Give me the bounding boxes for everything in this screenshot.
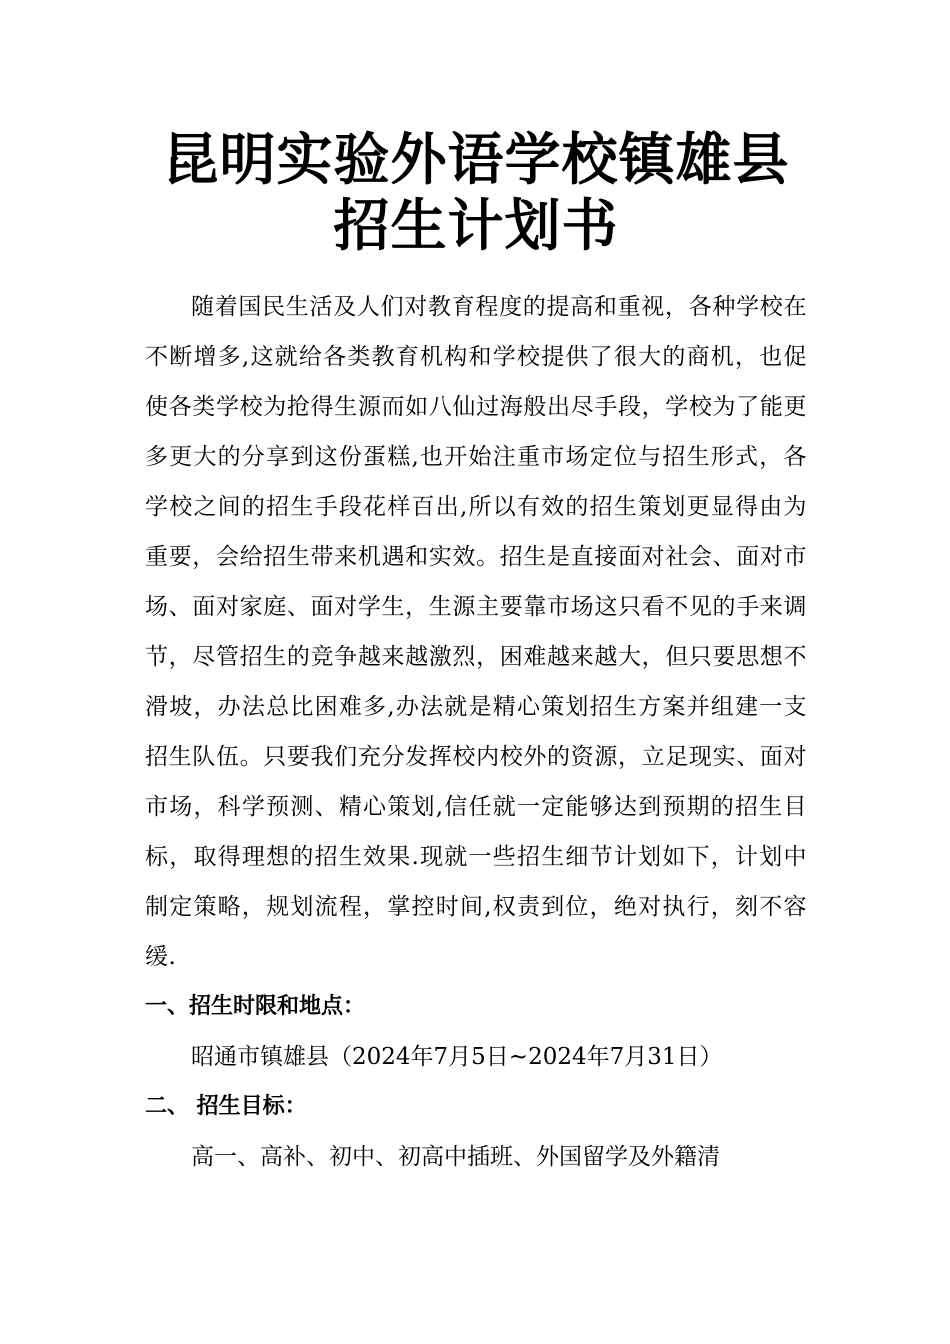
title-line-1: 昆明实验外语学校镇雄县 [162, 128, 790, 193]
document-page [145, 128, 807, 1182]
section-1-heading: 一、招生时限和地点： [145, 994, 366, 1019]
intro-paragraph: 随着国民生活及人们对教育程度的提高和重视，各种学校在不断增多,这就给各类教育机构和学校提供了很大的商机，也促使各类学校为抢得生源而如八仙过海般出尽手段，学校为了能更多更大的分享到这份蛋糕,也开始注重市场定位与招生形式，各学校之间的招生手段花样百出,所以有效的招生策划更显得由为重要，会给招生带来机遇和实效。招生是直接面对社会、面对市场、面对家庭、面对学生，生源主要靠市场这只看不见的手来调节，尽管招生的竞争越来越激烈，困难越来越大，但只要思想不滑坡，办法总比困难多,办法就是精心策划招生方案并组建一支招生队伍。只要我们充分发挥校内校外的资源，立足现实、面对市场，科学预测、精心策划,信任就一定能够达到预期的招生目标，取得理想的招生效果.现就一些招生细节计划如下，计划中制定策略，规划流程，掌控时间,权责到位，绝对执行，刻不容缓. [145, 294, 807, 970]
section-2-heading: 二、 招生目标： [145, 1094, 307, 1119]
document-title [145, 128, 807, 260]
section-1-text: 昭通市镇雄县（2024年7月5日~2024年7月31日） [191, 1044, 723, 1070]
title-line-2: 招生计划书 [333, 194, 619, 259]
section-2-text: 高一、高补、初中、初高中插班、外国留学及外籍清 [191, 1144, 720, 1170]
